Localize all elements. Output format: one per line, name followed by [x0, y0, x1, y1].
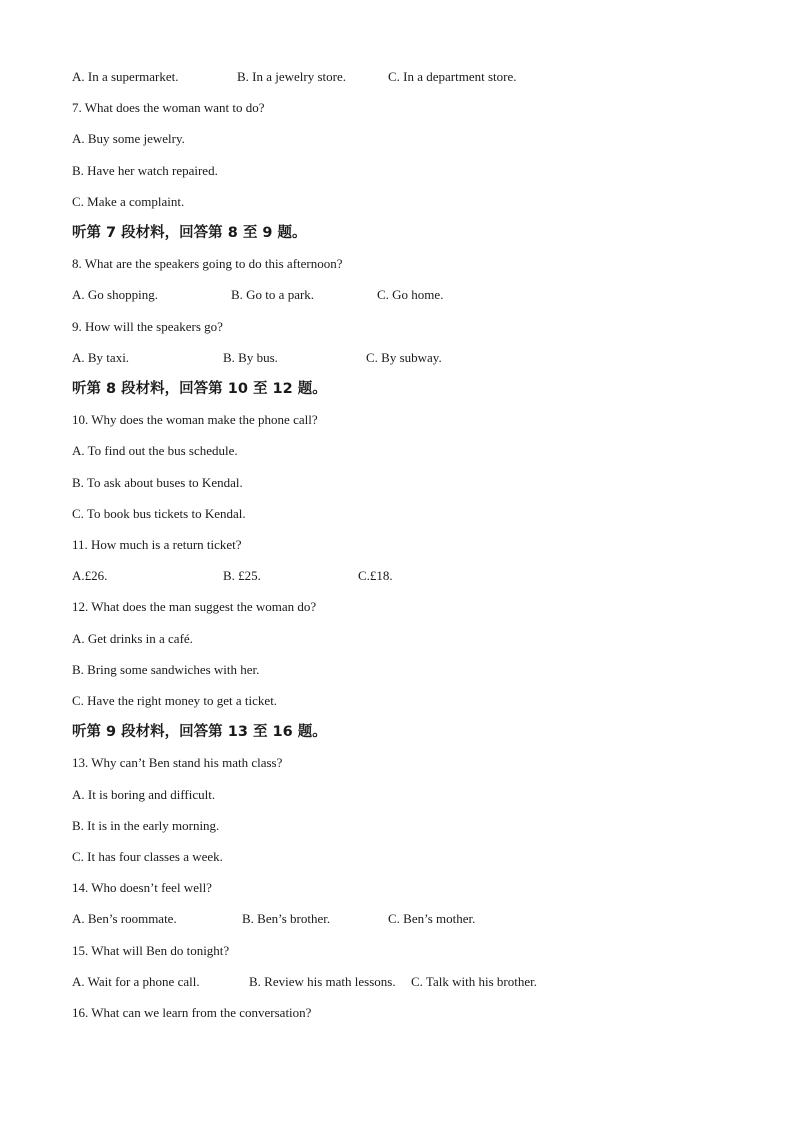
answer-option: B. Ben’s brother.: [242, 911, 331, 927]
answer-option: A. By taxi.: [72, 349, 130, 365]
answer-options: [72, 568, 712, 584]
section-heading: 听第 9 段材料，回答第 13 至 16 题。: [72, 724, 327, 741]
answer-option: B. Go to a park.: [231, 287, 315, 303]
answer-options: [72, 69, 712, 85]
answer-option: C. To book bus tickets to Kendal.: [72, 505, 246, 521]
answer-option: B. To ask about buses to Kendal.: [72, 474, 243, 490]
answer-option: A. Wait for a phone call.: [72, 973, 200, 989]
answer-option: C. It has four classes a week.: [72, 849, 223, 864]
answer-option: C. Make a complaint.: [72, 193, 185, 209]
answer-option: B. Have her watch repaired.: [72, 162, 218, 178]
answer-option: C. Ben’s mother.: [388, 911, 476, 927]
answer-options: [72, 287, 712, 303]
question-text: 13. Why can’t Ben stand his math class?: [72, 755, 283, 771]
answer-option: B. Bring some sandwiches with her.: [72, 661, 260, 677]
question-text: 10. Why does the woman make the phone call?: [72, 412, 318, 428]
question-text: 8. What are the speakers going to do this afternoon?: [72, 256, 343, 272]
section-heading: 听第 7 段材料，回答第 8 至 9 题。: [72, 225, 307, 241]
answer-options: [72, 350, 712, 366]
answer-options: [72, 974, 712, 990]
question-text: 14. Who doesn’t feel well?: [72, 880, 212, 896]
question-text: 12. What does the man suggest the woman do?: [72, 599, 317, 615]
answer-option: C. Talk with his brother.: [411, 973, 537, 989]
answer-option: C. Have the right money to get a ticket.: [72, 693, 278, 708]
answer-option: A. To find out the bus schedule.: [72, 443, 238, 459]
question-text: 7. What does the woman want to do?: [72, 100, 265, 116]
answer-option: A. Buy some jewelry.: [72, 131, 185, 147]
answer-option: C.£18.: [358, 568, 393, 584]
answer-option: B. By bus.: [223, 349, 278, 365]
answer-option: B. In a jewelry store.: [237, 69, 347, 84]
answer-option: A. Get drinks in a café.: [72, 630, 193, 646]
answer-option: A.£26.: [72, 568, 108, 584]
question-text: 11. How much is a return ticket?: [72, 537, 242, 552]
question-text: 15. What will Ben do tonight?: [72, 942, 230, 958]
question-text: 16. What can we learn from the conversation?: [72, 1005, 312, 1020]
question-text: 9. How will the speakers go?: [72, 318, 223, 334]
answer-option: C. Go home.: [377, 287, 444, 303]
answer-option: A. Ben’s roommate.: [72, 911, 177, 927]
answer-option: B. It is in the early morning.: [72, 817, 220, 833]
answer-options: [72, 911, 712, 927]
answer-option: C. By subway.: [366, 349, 442, 365]
answer-option: B. £25.: [223, 568, 261, 584]
section-heading: 听第 8 段材料，回答第 10 至 12 题。: [72, 381, 327, 397]
answer-option: B. Review his math lessons.: [249, 973, 396, 989]
answer-option: A. It is boring and difficult.: [72, 786, 216, 802]
answer-option: A. In a supermarket.: [72, 69, 179, 84]
answer-option: C. In a department store.: [388, 69, 517, 84]
answer-option: A. Go shopping.: [72, 287, 158, 303]
